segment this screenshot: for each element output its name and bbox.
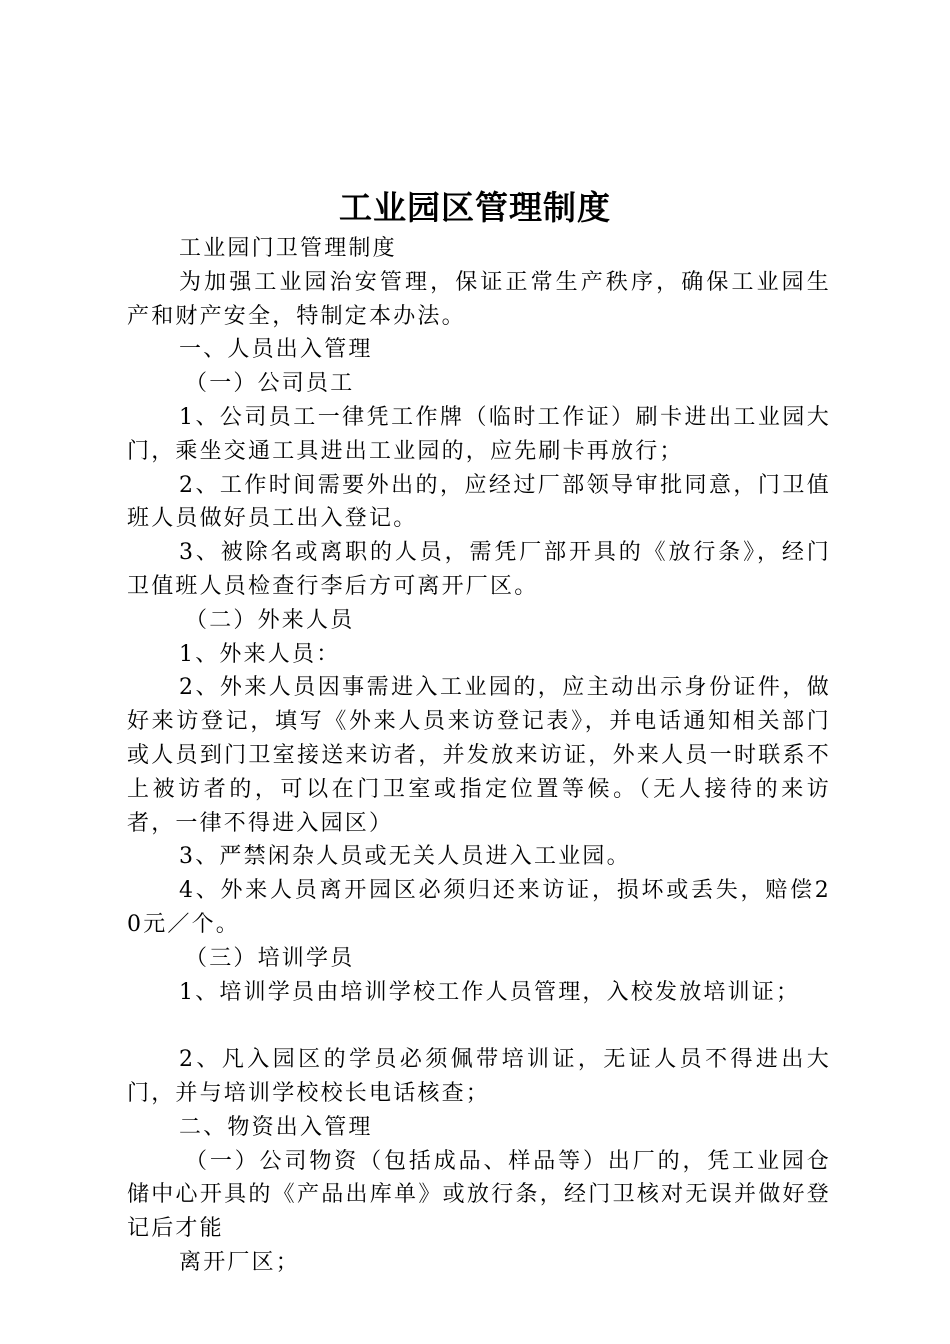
paragraph: （一）公司员工 [185,371,355,397]
paragraph: （三）培训学员 [185,945,355,971]
paragraph: 3、严禁闲杂人员或无关人员进入工业园。 [179,844,631,870]
paragraph: 2、凡入园区的学员必须佩带培训证，无证人员不得进出大门，并与培训学校校长电话核查； [127,1047,831,1106]
paragraph: （二）外来人员 [185,607,355,633]
paragraph: 4、外来人员离开园区必须归还来访证，损坏或丢失，赔偿20元／个。 [127,878,831,937]
paragraph: 3、被除名或离职的人员，需凭厂部开具的《放行条》，经门卫值班人员检查行李后方可离开厂区。 [127,540,831,599]
paragraph: 2、工作时间需要外出的，应经过厂部领导审批同意，门卫值班人员做好员工出入登记。 [127,472,831,532]
paragraph: 1、外来人员： [179,641,341,667]
paragraph: 1、公司员工一律凭工作牌（临时工作证）刷卡进出工业园大门，乘坐交通工具进出工业园的，应先刷卡再放行； [127,404,831,464]
paragraph: 1、培训学员由培训学校工作人员管理，入校发放培训证； [179,979,801,1005]
paragraph: 工业园门卫管理制度 [179,236,397,261]
paragraph: 离开厂区； [179,1249,301,1275]
paragraph: 2、外来人员因事需进入工业园的，应主动出示身份证件，做好来访登记，填写《外来人员来访登记表》，并电话通知相关部门或人员到门卫室接送来访者，并发放来访证，外来人员一时联系不上被访者的，可以在门卫室或指定位置等候。（无人接待的来访者，一律不得进入园区） [127,675,831,836]
paragraph: 一、人员出入管理 [179,337,373,363]
document-title: 工业园区管理制度 [339,188,611,227]
paragraph: （一）公司物资（包括成品、样品等）出厂的，凭工业园仓储中心开具的《产品出库单》或放行条，经门卫核对无误并做好登记后才能 [127,1148,831,1242]
document-body [127,232,831,1280]
paragraph: 二、物资出入管理 [179,1114,373,1140]
paragraph: 为加强工业园治安管理，保证正常生产秩序，确保工业园生产和财产安全，特制定本办法。 [127,269,831,329]
